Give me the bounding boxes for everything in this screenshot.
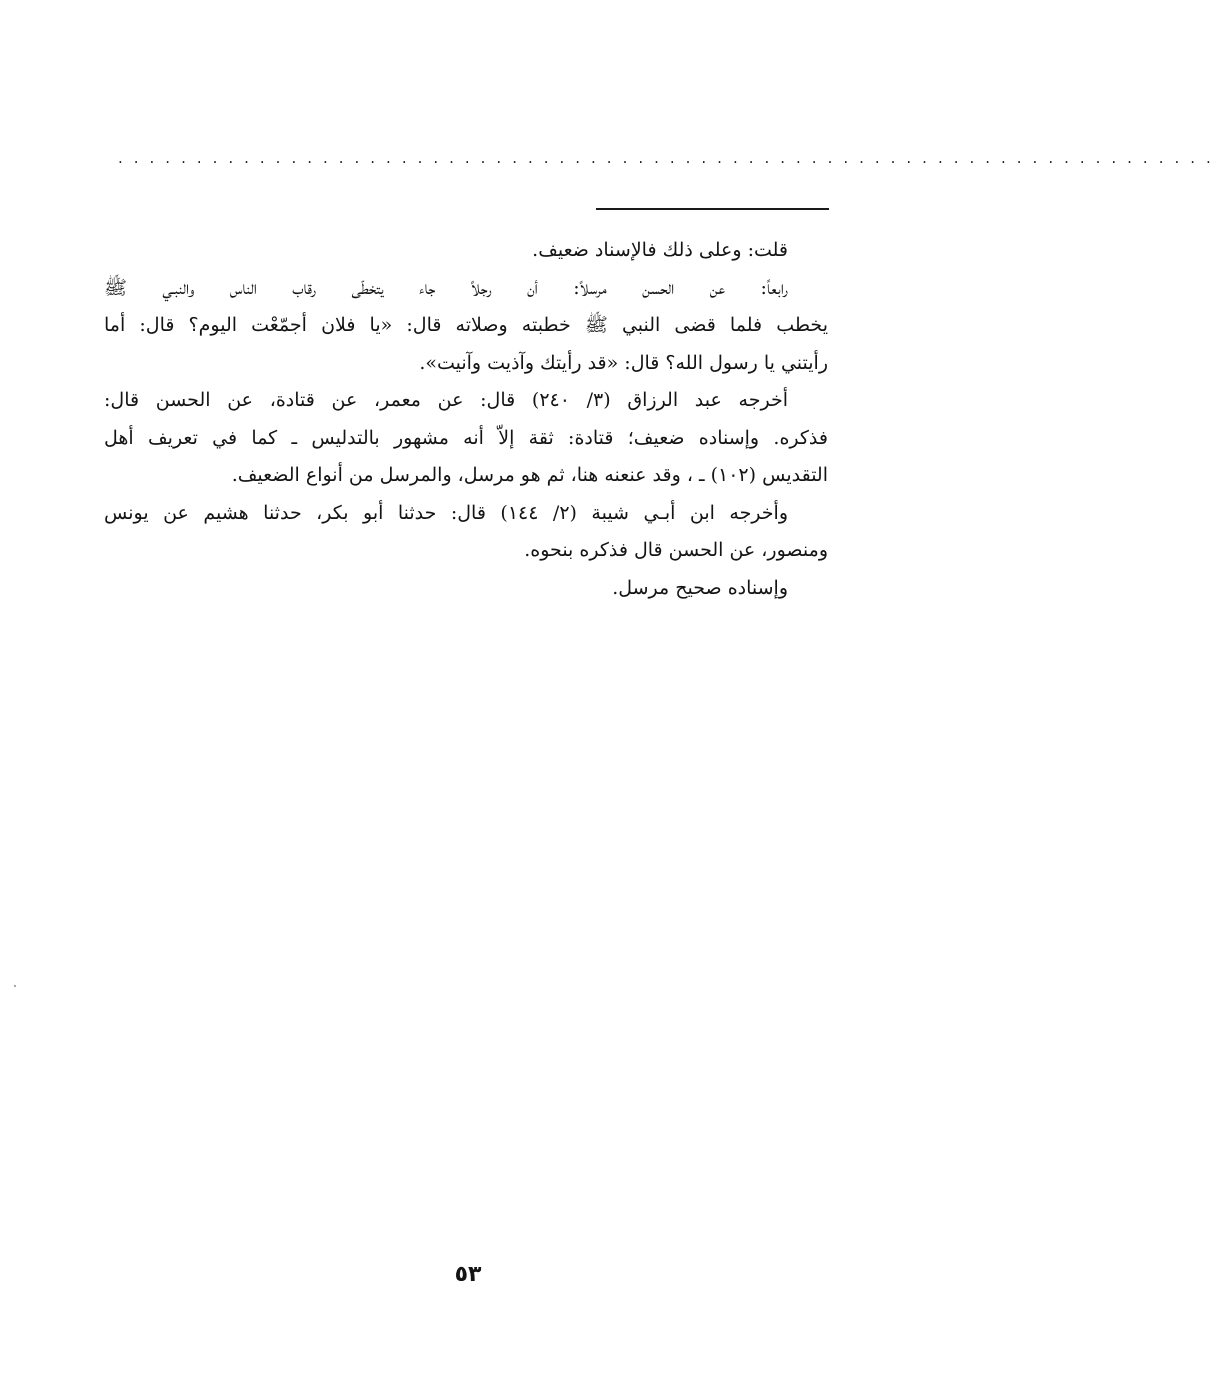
footnote-rule	[596, 208, 829, 210]
dotted-separator: ......................................................................	[118, 149, 1222, 167]
text-line: رأيتني يا رسول الله؟ قال: «قد رأيتك وآذيت وآنيت».	[419, 351, 828, 374]
paragraph-fourth-narration	[104, 270, 828, 383]
text-line: يخطب فلما قضى النبي ﷺ خطبته وصلاته قال: «يا فلان أجمّعْت اليوم؟ قال: أما	[104, 314, 828, 336]
paragraph-isnad-verdict	[104, 570, 828, 608]
text-line: ومنصور، عن الحسن قال فذكره بنحوه.	[524, 539, 828, 561]
text-line: فذكره. وإسناده ضعيف؛ قتادة: ثقة إلاّ أنه مشهور بالتدليس ـ كما في تعريف أهل	[104, 426, 828, 449]
text-line: وأخرجه ابن أبـي شيبة (٢/ ١٤٤) قال: حدثنا أبو بكر، حدثنا هشيم عن يونس	[104, 501, 788, 524]
paragraph-abdulrazzaq-source	[104, 382, 828, 495]
text-line: قلت: وعلى ذلك فالإسناد ضعيف.	[532, 239, 788, 261]
body-text	[104, 232, 828, 607]
text-line: التقديس (١٠٢) ـ ، وقد عنعنه هنا، ثم هو مرسل، والمرسل من أنواع الضعيف.	[231, 464, 828, 486]
paragraph-conclusion	[104, 232, 828, 270]
page-number: ٥٣	[454, 1262, 482, 1287]
paragraph-ibn-abi-shaybah-source	[104, 495, 828, 570]
text-line: وإسناده صحيح مرسل.	[612, 576, 788, 599]
text-line: أخرجه عبد الرزاق (٣/ ٢٤٠) قال: عن معمر، عن قتادة، عن الحسن قال:	[104, 389, 788, 411]
text-line: رابعاً: عن الحسن مرسلاً: أن رجلاً جاء يتخطّى رقاب الناس والنبـي ﷺ	[104, 276, 788, 299]
scan-speck	[14, 985, 16, 987]
